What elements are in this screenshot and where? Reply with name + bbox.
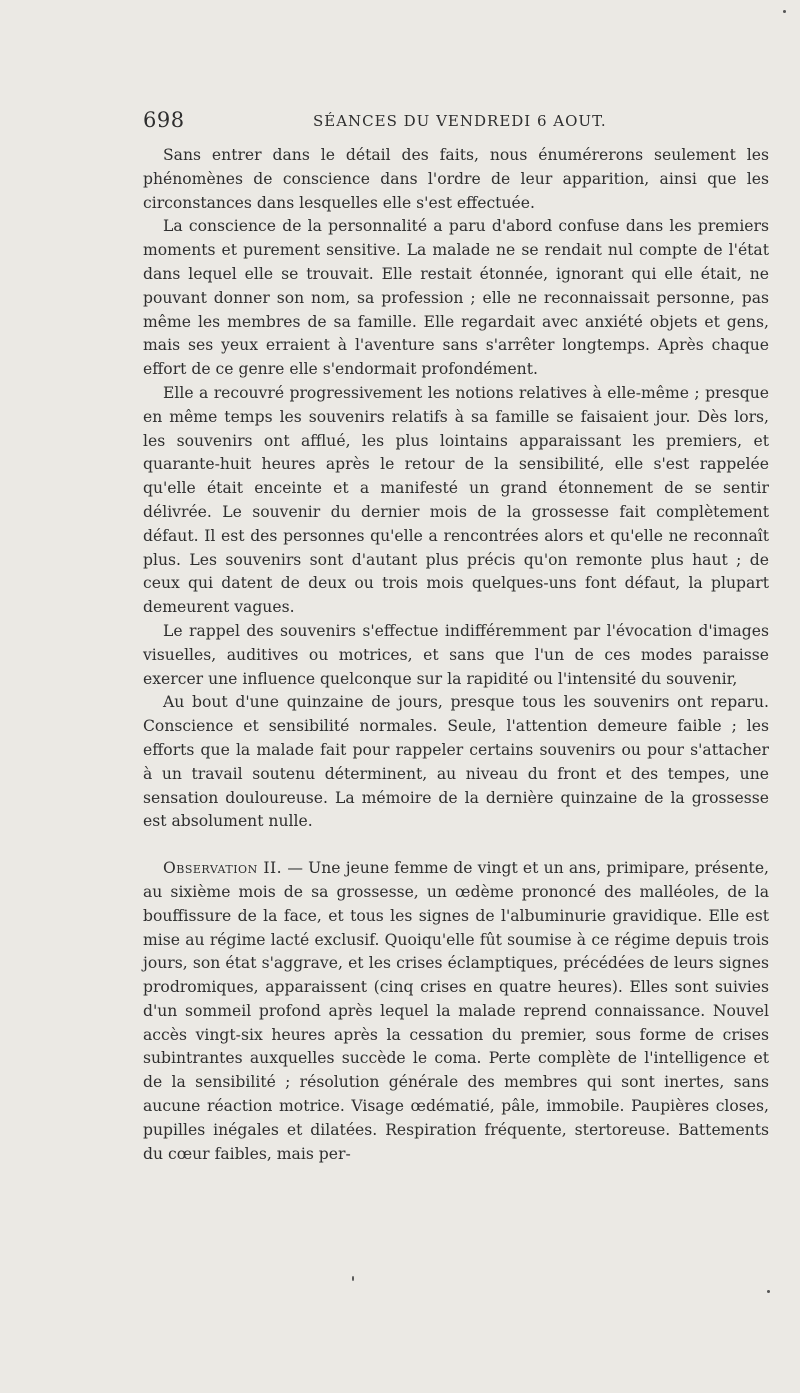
body-text [143,144,769,1166]
paragraph-5: Au bout d'une quinzaine de jours, presque tous les souvenirs ont reparu. Conscience et sensibilité normales. Seule, l'attention demeure faible ; les efforts que la malade fait pour rappeler certains souvenirs ou pour s'attacher à un travail soutenu déterminent, au niveau du front et des tempes, une sensation douloureuse. La mémoire de la dernière quinzaine de la grossesse est absolument nulle. [143,693,769,831]
observation-label: Observation II. [163,859,283,878]
paragraph-1: Sans entrer dans le détail des faits, nous énumérerons seulement les phénomènes de conscience dans l'ordre de leur apparition, ainsi que les circonstances dans lesquelles elle s'est effectuée. [143,146,769,212]
page-number: 698 [143,108,185,132]
running-head: SÉANCES DU VENDREDI 6 AOUT. [313,112,607,130]
paragraph-2: La conscience de la personnalité a paru d'abord confuse dans les premiers moments et purement sensitive. La malade ne se rendait nul compte de l'état dans lequel elle se trouvait. Elle restait étonnée, ignorant qui elle était, ne pouvant donner son nom, sa profession ; elle ne reconnaissait personne, pas même les membres de sa famille. Elle regardait avec anxiété objets et gens, mais ses yeux erraient à l'aventure sans s'arrêter longtemps. Après chaque effort de ce genre elle s'endormait profondément. [143,217,769,379]
scan-speck [783,10,786,13]
page-header [143,108,763,136]
paragraph-4: Le rappel des souvenirs s'effectue indifféremment par l'évocation d'images visuelles, auditives ou motrices, et sans que l'un de ces modes paraisse exercer une influence quelconque sur la rapidité ou l'intensité du souvenir, [143,621,769,688]
observation-paragraph [143,857,769,1166]
observation-text: — Une jeune femme de vingt et un ans, primipare, présente, au sixième mois de sa grossesse, un œdème prononcé des malléoles, de la bouffissure de la face, et tous les signes de l'albuminurie gravidique. Elle est mise au régime lacté exclusif. Quoiqu'elle fût soumise à ce régime depuis trois jours, son état s'aggrave, et les crises éclamptiques, précédées de leurs signes prodromiques, apparaissent (cinq crises en quatre heures). Elles sont suivies d'un sommeil profond après lequel la malade reprend connaissance. Nouvel accès vingt-six heures après la cessation du premier, sous forme de crises subintrantes auxquelles succède le coma. Perte complète de l'intelligence et de la sensibilité ; résolution générale des membres qui sont inertes, sans aucune réaction motrice. Visage œdématié, pâle, immobile. Paupières closes, pupilles inégales et dilatées. Respiration fréquente, stertoreuse. Battements du cœur faibles, mais per- [143,859,770,1163]
scan-speck [767,1290,770,1293]
scan-speck [352,1276,354,1281]
paragraph-3: Elle a recouvré progressivement les notions relatives à elle-même ; presque en même temps les souvenirs relatifs à sa famille se faisaient jour. Dès lors, les souvenirs ont afflué, les plus lointains apparaissant les premiers, et quarante-huit heures après le retour de la sensibilité, elle s'est rappelée qu'elle était enceinte et a manifesté un grand étonnement de se sentir délivrée. Le souvenir du dernier mois de la grossesse fait complètement défaut. Il est des personnes qu'elle a rencontrées alors et qu'elle ne reconnaît plus. Les souvenirs sont d'autant plus précis qu'on remonte plus haut ; de ceux qui datent de deux ou trois mois quelques-uns font défaut, la plupart demeurent vagues. [143,383,769,617]
